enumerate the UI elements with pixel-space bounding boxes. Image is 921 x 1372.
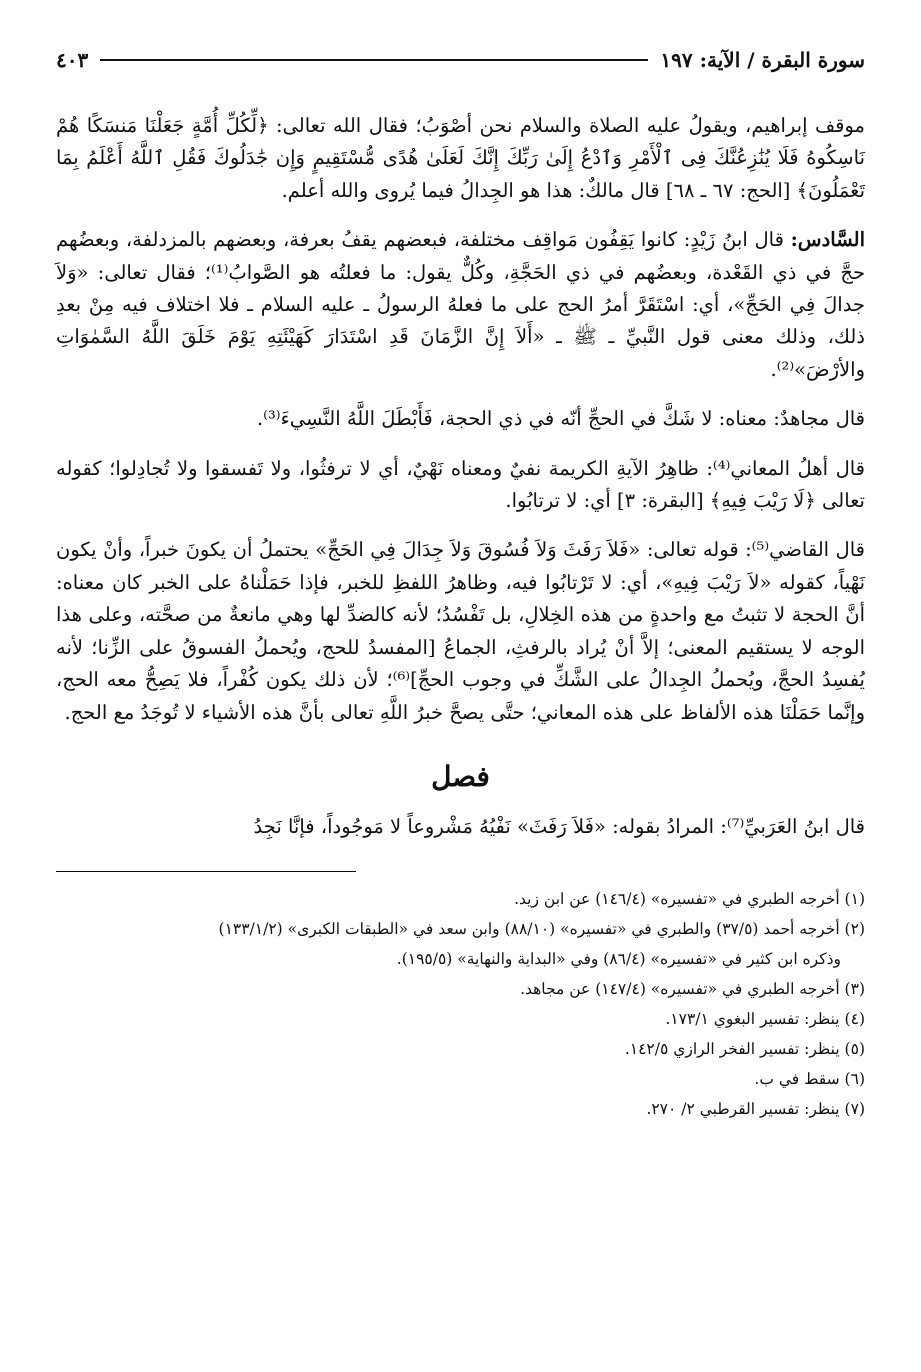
paragraph-4-text: قال أهلُ المعاني⁽⁴⁾: ظاهِرُ الآيةِ الكريمة نفيٌ ومعناه نَهْيٌ، أي لا ترفثُوا، ولا تَفسقوا ولا تُجادِلوا؛ كقوله تعالى ﴿لَا رَيْبَ فِيهِ﴾ [البقرة: ٣] أي: لا ترتابُوا.: [56, 456, 865, 513]
paragraph-2-text: قال ابنُ زَيْدٍ: كانوا يَقِفُون مَواقِف مختلفة، فبعضهم يقفُ بعرفة، وبعضهم بالمزدلفة، وبعضُهم حجَّ في ذي القَعْدة، وبعضُهم في ذي الحَجَّةِ، وكُلٌّ يقول: ما فعلتُه هو الصَّوابُ⁽¹⁾؛ فقال تعالى: «وَلاَ جدالَ فِي الحَجِّ»، أي: اسْتَقَرَّ أمرُ الحج على ما فعلهُ الرسولُ ـ عليه السلام ـ فلا اختلاف فيه مِنْ بعدِ ذلك، وذلك معنى قول النَّبيِّ ـ ﷺ ـ «أَلاَ إِنَّ الزَّمَانَ قَدِ اسْتَدَارَ كَهَيْئَتِهِ يَوْمَ خَلَقَ اللَّهُ السَّمٰوَاتِ والأرْضَ»⁽²⁾.: [56, 228, 866, 381]
paragraph-5-text: قال القاضي⁽⁵⁾: قوله تعالى: «فَلاَ رَفَثَ وَلاَ فُسُوقَ وَلاَ جِدَالَ فِي الحَجِّ» يحتملُ أن يكونَ خبراً، وأنْ يكون نَهْياً، كقوله «لاَ رَيْبَ فِيهِ»، أي: لا تَرْتابُوا فيه، وظاهرُ اللفظِ للخبر، فإذا حَمَلْناهُ على الخبر كان معناه: أنَّ الحجة لا تثبتُ مع واحدةٍ من هذه الخِلالِ، بل تَفْسُدُ؛ لأنه كالضدِّ لها وهي مانعةٌ من صحَّته، وعلى هذا الوجه لا يستقيم المعنى؛ إلاَّ أنْ يُراد بالرفثِ، الجماعُ [المفسدُ للحج، ويُحملُ الفسوقُ على الزِّنا؛ لأنه يُفسِدُ الحجَّ، ويُحملُ الجِدالُ على الشَّكِّ في وجوب الحجِّ]⁽⁶⁾؛ لأن ذلك يكون كُفْراً، فلا يَصِحُّ معه الحج، وإنَّما حَمَلْنَا هذه الألفاظ على هذه المعاني؛ حتَّى يصحَّ خبرُ اللَّهِ تعالى بأنَّ هذه الأشياء لا تُوجَدُ مع الحج.: [56, 538, 865, 724]
running-header: [56, 40, 865, 80]
surah-ayah-title: سورة البقرة / الآية: ١٩٧: [660, 48, 865, 72]
paragraph-5: [56, 534, 865, 728]
paragraph-6-text: قال ابنُ العَرَبيِّ⁽⁷⁾: المرادُ بقوله: «فَلاَ رَفَثَ» نَفْيُهُ مَشْروعاً لا مَوجُوداً، فإنَّا نَجِدُ: [253, 814, 865, 838]
paragraph-1: [56, 110, 865, 207]
footnote-separator: [56, 871, 356, 872]
footnote-1: (١) أخرجه الطبري في «تفسيره» (١٤٦/٤) عن ابن زيد.: [514, 890, 865, 909]
footnote-2-continued: وذكره ابن كثير في «تفسيره» (٨٦/٤) وفي «البداية والنهاية» (١٩٥/٥).: [396, 950, 841, 969]
footnote-6: (٦) سقط في ب.: [754, 1070, 865, 1089]
page-number: ٤٠٣: [56, 48, 89, 72]
paragraph-3: [56, 403, 865, 435]
section-heading: فصل: [431, 759, 490, 793]
paragraph-2-lead: السَّادس:: [790, 228, 865, 252]
footnotes: [56, 884, 865, 1124]
footnote-3: (٣) أخرجه الطبري في «تفسيره» (١٤٧/٤) عن مجاهد.: [520, 980, 865, 999]
footnote-4: (٤) ينظر: تفسير البغوي ١٧٣/١.: [665, 1010, 865, 1029]
main-text: [56, 110, 865, 729]
footnote-2: (٢) أخرجه أحمد (٣٧/٥) والطبري في «تفسيره» (٨٨/١٠) وابن سعد في «الطبقات الكبرى» (١٣٣/١/٢): [218, 920, 865, 939]
paragraph-3-text: قال مجاهدٌ: معناه: لا شَكَّ في الحجِّ أنّه في ذي الحجة، فَأَبْطَلَ اللَّهُ النَّسِيءَ⁽³⁾.: [256, 407, 865, 431]
footnote-7: (٧) ينظر: تفسير القرطبي ٢/ ٢٧٠.: [646, 1100, 865, 1119]
paragraph-4: [56, 453, 865, 518]
section-text: [56, 811, 865, 843]
paragraph-2: [56, 224, 865, 386]
paragraph-1-text: موقف إبراهيم، ويقولُ عليه الصلاة والسلام نحن أصْوَبُ؛ فقال الله تعالى: ﴿لِّكُلِّ أُمَّةٍ جَعَلْنَا مَنسَكًا هُمْ نَاسِكُوهُ فَلَا يُنَٰزِعُنَّكَ فِى ٱلْأَمْرِ وَٱدْعُ إِلَىٰ رَبِّكَ إِنَّكَ لَعَلَىٰ هُدًى مُّسْتَقِيمٍ وَإِن جَٰدَلُوكَ فَقُلِ ٱللَّهُ أَعْلَمُ بِمَا تَعْمَلُونَ﴾ [الحج: ٦٧ ـ ٦٨] قال مالكٌ: هذا هو الجِدالُ فيما يُروى والله أعلم.: [56, 114, 865, 202]
header-rule: [100, 59, 648, 61]
paragraph-6: [56, 811, 865, 843]
footnote-5: (٥) ينظر: تفسير الفخر الرازي ١٤٢/٥.: [624, 1040, 865, 1059]
